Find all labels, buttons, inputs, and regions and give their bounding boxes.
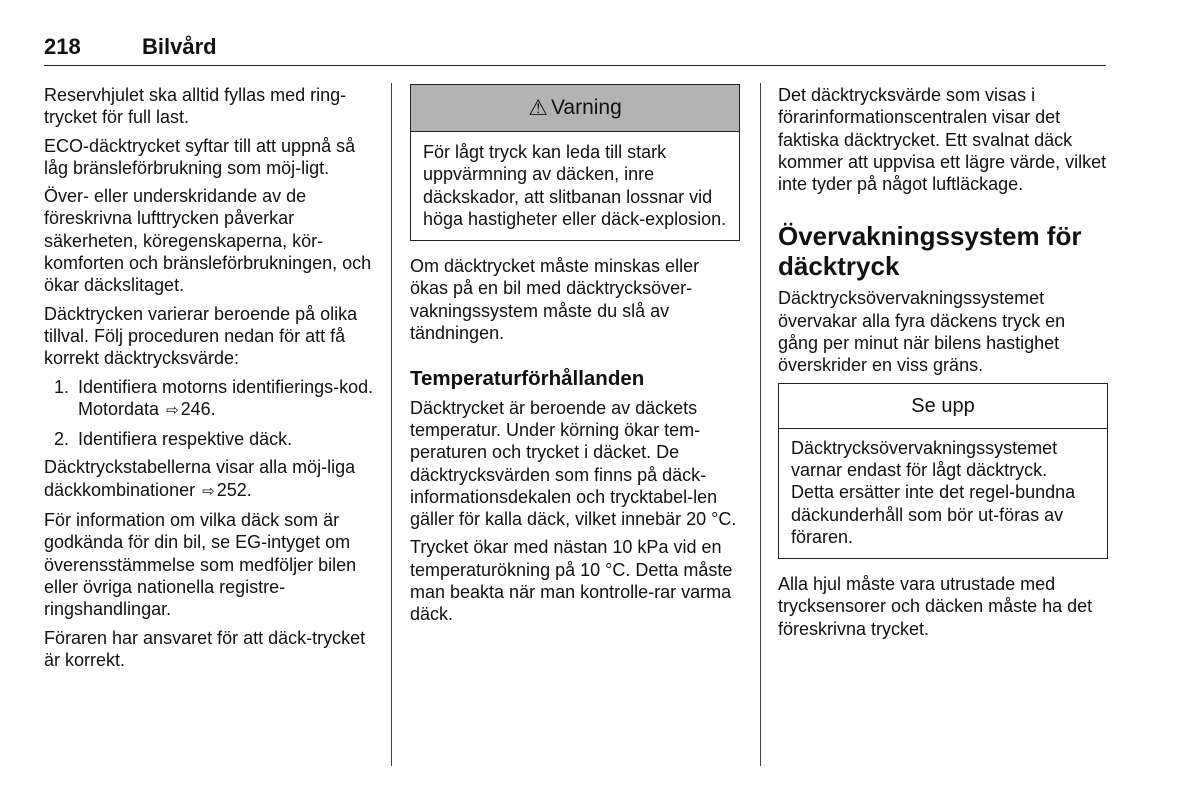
paragraph-pressure-increase: Trycket ökar med nästan 10 kPa vid en temperaturökning på 10 °C. Detta måste man beakta när man kontrolle-rar varma däck. xyxy=(410,537,733,625)
column-divider-right xyxy=(760,83,761,766)
caution-body: Däcktrycksövervakningssystemet varnar endast för lågt däcktryck. Detta ersätter inte det regel-bundna däckunderhåll som bör ut-föras av föraren. xyxy=(791,437,1076,547)
list-number: 1. xyxy=(54,376,70,397)
paragraph-driver-responsibility: Föraren har ansvaret för att däck-trycket är korrekt. xyxy=(44,627,366,670)
paragraph-ignition-off: Om däcktrycket måste minskas eller ökas på en bil med däcktrycksöver-vakningssystem måste du slå av tändningen. xyxy=(410,256,700,344)
page-reference-arrow-icon: ⇨ xyxy=(166,401,179,419)
page-reference-link[interactable]: 246. xyxy=(180,398,216,419)
caution-title: Se upp xyxy=(779,384,1107,429)
paragraph-temperature-dependence: Däcktrycket är beroende av däckets temperatur. Under körning ökar tem-peraturen och trycket i däcket. De däcktrycksvärden som finns på däck-informationsdekalen och trycktabel-len gäller för kalla däck, vilket innebär 20 °C. xyxy=(410,397,737,530)
paragraph-pressure-deviation: Över- eller underskridande av de föreskrivna lufttrycken påverkar säkerheten, köregenskaperna, kör-komforten och bränsleförbrukningen, och ökar däckslitaget. xyxy=(44,186,372,296)
warning-box xyxy=(410,84,740,241)
list-item xyxy=(44,428,374,450)
section-title: Bilvård xyxy=(142,34,217,59)
paragraph-pressure-variation: Däcktrycken varierar beroende på olika tillval. Följ proceduren nedan för att få korrekt däcktrycksvärde: xyxy=(44,303,358,369)
page-reference-arrow-icon: ⇨ xyxy=(202,482,215,500)
paragraph-tpms-description: Däcktrycksövervakningssystemet övervakar alla fyra däckens tryck en gång per minut när bilens hastighet överskrider en viss gräns. xyxy=(778,288,1066,376)
paragraph-eco-pressure: ECO-däcktrycket syftar till att uppnå så låg bränsleförbrukning som möj-ligt. xyxy=(44,135,356,178)
subheading-temperature: Temperaturförhållanden xyxy=(410,367,645,391)
page-header xyxy=(44,34,1106,64)
paragraph-displayed-pressure: Det däcktrycksvärde som visas i förarinformationscentralen visar det faktiska däcktrycket. Ett svalnat däck kommer att uppvisa ett lägre värde, vilket inte tyder på något luftläckage. xyxy=(778,85,1107,195)
list-item-text: Identifiera respektive däck. xyxy=(78,429,293,450)
warning-title: Varning xyxy=(550,95,622,119)
heading-tpms: Övervakningssystem för däcktryck xyxy=(778,221,1082,282)
warning-header xyxy=(411,85,739,132)
paragraph-pressure-tables xyxy=(44,456,374,503)
paragraph-sensors-required: Alla hjul måste vara utrustade med trycksensorer och däcken måste ha det föreskrivna trycket. xyxy=(778,574,1093,639)
column-right xyxy=(778,84,1108,646)
paragraph-approved-tyres: För information om vilka däck som är godkända för din bil, se EG-intyget om överensstämmelse som medföljer bilen eller övriga nationella registre-ringshandlingar. xyxy=(44,510,357,620)
column-middle xyxy=(410,84,740,632)
column-left xyxy=(44,84,374,677)
list-number: 2. xyxy=(54,429,70,450)
list-item-text: Identifiera motorns identifierings-kod. Motordata xyxy=(78,376,374,419)
page-number: 218 xyxy=(44,34,81,59)
column-divider-left xyxy=(391,83,392,766)
list-item xyxy=(44,376,374,423)
paragraph-text: Däcktryckstabellerna visar alla möj-liga däckkombinationer xyxy=(44,457,356,500)
paragraph-spare-wheel: Reservhjulet ska alltid fyllas med ring-trycket för full last. xyxy=(44,85,347,128)
warning-triangle-icon: ⚠ xyxy=(528,94,548,120)
header-divider xyxy=(44,65,1106,66)
warning-body: För lågt tryck kan leda till stark uppvärmning av däcken, inre däckskador, att slitbanan lossnar vid höga hastigheter eller däck-explosion. xyxy=(423,142,727,229)
page-reference-link[interactable]: 252. xyxy=(216,479,252,500)
caution-box xyxy=(778,383,1108,559)
